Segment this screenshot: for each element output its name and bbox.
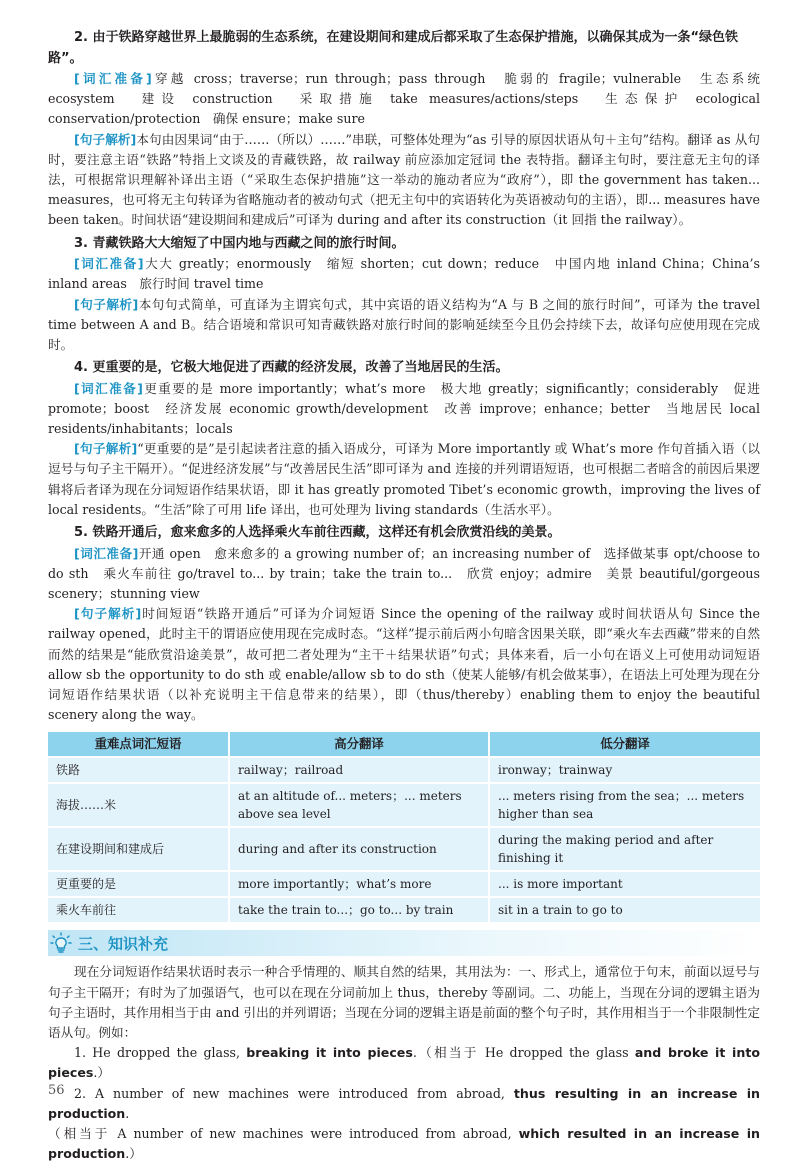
table-header-cell: 低分翻译 — [490, 732, 760, 756]
table-cell: during and after its construction — [230, 828, 490, 870]
table-row — [48, 784, 760, 826]
vocab-tag: [词汇准备] — [74, 256, 144, 272]
section-title: 三、知识补充 — [78, 934, 169, 953]
analysis-text: 时间短语“铁路开通后”可译为介词短语 Since the opening of the railway 或时间状语从句 Since the railway opened，此时主干的谓语应使用现在完成时态。“这样”提示前后两小句暗含因果关联，即“乘火车去西藏”带来的自然而然的结果是“能欣赏沿途美景”，故可把二者处理为“主干＋结果状语”句式；具体来看，后一小句在语义上可使用动词短语 allow sb the opportunity to do sth 或 enable/allow sb to do sth（使某人能够/有机会做某事），在语法上可处理为现在分词短语作结果状语（以补充说明主干信息带来的结果），即（thus/thereby）enabling them to enjoy the beautiful scenery along the way。 — [48, 606, 760, 723]
example-bold: and broke it into pieces — [48, 1045, 760, 1081]
analysis-tag: [句子解析] — [74, 131, 137, 147]
example-2-equivalent — [48, 1124, 760, 1164]
table-cell: 铁路 — [48, 758, 230, 782]
sentence-4-analysis — [48, 439, 760, 520]
section-3-header — [48, 930, 760, 956]
sentence-4-vocab — [48, 379, 760, 440]
analysis-text: 本句句式简单，可直译为主谓宾句式，其中宾语的语义结构为“A 与 B 之间的旅行时间”，可译为 the travel time between A and B。结合语境和常识可知青藏铁路对旅行时间的影响延续至今且仍会持续下去，故译句应使用现在完成时。 — [48, 296, 760, 352]
sentence-2-analysis — [48, 130, 760, 231]
table-cell: 乘火车前往 — [48, 898, 230, 922]
table-cell: more importantly；what’s more — [230, 872, 490, 896]
analysis-text: “更重要的是”是引起读者注意的插入语成分，可译为 More importantly 或 What’s more 作句首插入语（以逗号与句子主干隔开）。“促进经济发展”与“改善居民生活”即可译为 and 连接的并列谓语短语，也可根据二者暗含的前因后果逻辑将后者译为现在分词短语作结果状语，即 it has greatly promoted Tibet’s economic growth，improving the lives of local residents。“生活”除了可用 life 译出，也可处理为 living standards（生活水平）。 — [48, 441, 761, 517]
vocab-text: 更重要的是 more importantly；what’s more 极大地 greatly；significantly；considerably 促进 promote；boost 经济发展 economic growth/development 改善 improve；enhance；better 当地居民 local residents/inhabitants；locals — [48, 380, 760, 437]
table-row — [48, 758, 760, 782]
vocab-text: 穿越 cross；traverse；run through；pass through 脆弱的 fragile；vulnerable 生态系统 ecosystem 建设 construction 采取措施 take measures/actions/steps 生态保护 ecological conservation/protection 确保 ensure；make sure — [48, 71, 760, 127]
sentence-2-block — [48, 28, 760, 231]
table-header-cell: 高分翻译 — [230, 732, 490, 756]
analysis-tag: [句子解析] — [74, 606, 142, 622]
sentence-3-vocab — [48, 254, 760, 294]
example-text: . — [125, 1105, 130, 1121]
sentence-5-vocab — [48, 544, 760, 605]
table-cell: during the making period and after finishing it — [490, 828, 760, 870]
table-cell: ... is more important — [490, 872, 760, 896]
sentence-3-block — [48, 234, 760, 356]
example-bold: breaking it into pieces — [246, 1045, 413, 1061]
example-bold: thus resulting in an increase in production — [48, 1085, 760, 1121]
sentence-5-block — [48, 523, 760, 725]
example-2 — [48, 1084, 760, 1124]
sentence-3-analysis — [48, 295, 760, 356]
vocab-tag: [词汇准备] — [74, 545, 139, 561]
sentence-3-heading: 3. 青藏铁路大大缩短了中国内地与西藏之间的旅行时间。 — [74, 235, 405, 251]
sentence-5-heading: 5. 铁路开通后，愈来愈多的人选择乘火车前往西藏，这样还有机会欣赏沿线的美景。 — [74, 525, 561, 541]
lightbulb-icon — [50, 932, 72, 954]
vocab-table — [48, 730, 760, 924]
sentence-4-block — [48, 358, 760, 520]
table-cell: 海拔……米 — [48, 784, 230, 826]
vocab-tag: [词汇准备] — [74, 71, 152, 86]
example-text: （相当于 A number of new machines were introduced from abroad, — [48, 1126, 519, 1142]
sentence-5-analysis — [48, 604, 760, 725]
table-cell: take the train to...；go to... by train — [230, 898, 490, 922]
table-cell: ironway；trainway — [490, 758, 760, 782]
example-text: .（相当于 He dropped the glass — [412, 1045, 635, 1061]
analysis-tag: [句子解析] — [74, 296, 139, 312]
table-cell: at an altitude of... meters；... meters above sea level — [230, 784, 490, 826]
table-row — [48, 872, 760, 896]
table-header-cell: 重难点词汇短语 — [48, 732, 230, 756]
vocab-tag: [词汇准备] — [74, 380, 143, 396]
page-number: 56 — [48, 1083, 65, 1098]
example-bold: which resulted in an increase in production — [48, 1126, 760, 1162]
table-cell: sit in a train to go to — [490, 898, 760, 922]
page-content — [48, 28, 760, 1164]
vocab-text: 开通 open 愈来愈多的 a growing number of；an increasing number of 选择做某事 opt/choose to do sth 乘火车前往 go/travel to... by train；take the train to... 欣赏 enjoy；admire 美景 beautiful/gorgeous scenery；stunning view — [48, 545, 760, 601]
analysis-tag: [句子解析] — [74, 441, 138, 457]
sentence-2-vocab — [48, 69, 760, 130]
table-row — [48, 898, 760, 922]
table-cell: 更重要的是 — [48, 872, 230, 896]
example-1 — [48, 1043, 760, 1083]
table-header-row — [48, 732, 760, 756]
sentence-2-heading: 2. 由于铁路穿越世界上最脆弱的生态系统，在建设期间和建成后都采取了生态保护措施，以确保其成为一条“绿色铁路”。 — [48, 30, 739, 66]
vocab-text: 大大 greatly；enormously 缩短 shorten；cut down；reduce 中国内地 inland China；China’s inland areas 旅行时间 travel time — [48, 256, 761, 292]
example-text: 2. A number of new machines were introduced from abroad, — [74, 1085, 514, 1101]
table-cell: ... meters rising from the sea；... meters higher than sea — [490, 784, 760, 826]
table-cell: 在建设期间和建成后 — [48, 828, 230, 870]
table-row — [48, 828, 760, 870]
table-cell: railway；railroad — [230, 758, 490, 782]
sentence-4-heading: 4. 更重要的是，它极大地促进了西藏的经济发展，改善了当地居民的生活。 — [74, 360, 509, 376]
section-3-intro: 现在分词短语作结果状语时表示一种合乎情理的、顺其自然的结果，其用法为：一、形式上，通常位于句末，前面以逗号与句子主干隔开；有时为了加强语气，也可以在现在分词前加上 thus，thereby 等副词。二、功能上，当现在分词的逻辑主语为句子主语时，其作用相当于由 and 引出的并列谓语；当现在分词的逻辑主语是前面的整个句子时，其作用相当于一个非限制性定语从句。例如： — [48, 964, 760, 1040]
example-text: 1. He dropped the glass, — [74, 1045, 247, 1061]
example-text: .） — [93, 1065, 110, 1081]
example-text: .） — [125, 1146, 142, 1162]
analysis-text: 本句由因果词“由于……（所以）……”串联，可整体处理为“as 引导的原因状语从句＋主句”结构。翻译 as 从句时，要注意主语“铁路”特指上文谈及的青藏铁路，故 railway 前应添加定冠词 the 表特指。翻译主句时，要注意无主句的译法，可根据常识理解补译出主语（“采取生态保护措施”这一举动的施动者应为“政府”），即 the government has taken... measures，也可将无主句转译为省略施动者的被动句式（把无主句中的宾语转化为英语被动句的主语），即... measures have been taken。时间状语“建设期间和建成后”可译为 during and after its construction（it 回指 the railway）。 — [48, 131, 760, 228]
